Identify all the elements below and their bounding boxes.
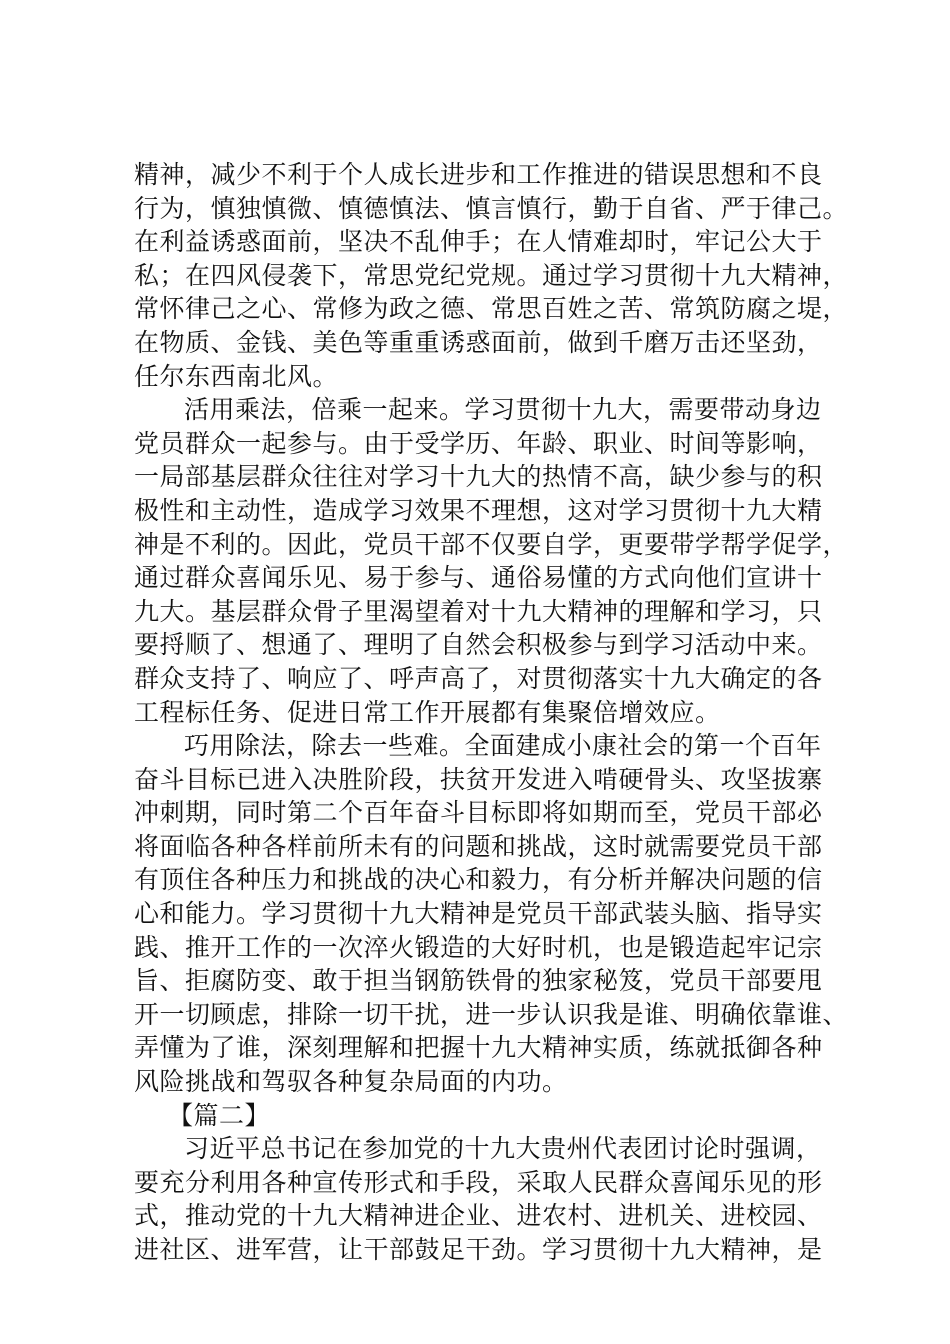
text-line: 工程标任务、促进日常工作开展都有集聚倍增效应。 bbox=[134, 697, 721, 727]
text-line: 将面临各种各样前所未有的问题和挑战，这时就需要党员干部 bbox=[134, 831, 823, 861]
text-line: 开一切顾虑，排除一切干扰，进一步认识我是谁、明确依靠谁、 bbox=[134, 999, 849, 1029]
text-line: 弄懂为了谁，深刻理解和把握十九大精神实质，练就抵御各种 bbox=[134, 1033, 823, 1063]
text-line: 私；在四风侵袭下，常思党纪党规。通过学习贯彻十九大精神， bbox=[134, 260, 849, 290]
document-body bbox=[134, 158, 849, 1267]
text-line: 奋斗目标已进入决胜阶段，扶贫开发进入啃硬骨头、攻坚拔寨 bbox=[134, 764, 823, 794]
text-line: 群众支持了、响应了、呼声高了，对贯彻落实十九大确定的各 bbox=[134, 663, 823, 693]
text-line: 常怀律己之心、常修为政之德、常思百姓之苦、常筑防腐之堤， bbox=[134, 294, 849, 324]
text-line: 一局部基层群众往往对学习十九大的热情不高，缺少参与的积 bbox=[134, 462, 823, 492]
text-line: 进社区、进军营，让干部鼓足干劲。学习贯彻十九大精神，是 bbox=[134, 1235, 823, 1264]
text-line: 有顶住各种压力和挑战的决心和毅力，有分析并解决问题的信 bbox=[134, 865, 823, 895]
text-line: 在物质、金钱、美色等重重诱惑面前，做到千磨万击还坚劲， bbox=[134, 327, 823, 357]
text-line: 要捋顺了、想通了、理明了自然会积极参与到学习活动中来。 bbox=[134, 630, 823, 660]
text-line: 任尔东西南北风。 bbox=[134, 361, 339, 391]
text-line: 要充分利用各种宣传形式和手段，采取人民群众喜闻乐见的形 bbox=[134, 1167, 823, 1197]
paragraph-start-line: 活用乘法，倍乘一起来。学习贯彻十九大，需要带动身边 bbox=[184, 395, 822, 425]
text-line: 心和能力。学习贯彻十九大精神是党员干部武装头脑、指导实 bbox=[134, 899, 823, 929]
text-line: 九大。基层群众骨子里渴望着对十九大精神的理解和学习，只 bbox=[134, 596, 823, 626]
text-line: 党员群众一起参与。由于受学历、年龄、职业、时间等影响， bbox=[134, 428, 823, 458]
text-line: 在利益诱惑面前，坚决不乱伸手；在人情难却时，牢记公大于 bbox=[134, 227, 823, 257]
text-line: 冲刺期，同时第二个百年奋斗目标即将如期而至，党员干部必 bbox=[134, 798, 823, 828]
text-line: 极性和主动性，造成学习效果不理想，这对学习贯彻十九大精 bbox=[134, 495, 823, 525]
text-line: 神是不利的。因此，党员干部不仅要自学，更要带学帮学促学， bbox=[134, 529, 849, 559]
text-line: 通过群众喜闻乐见、易于参与、通俗易懂的方式向他们宣讲十 bbox=[134, 563, 823, 593]
text-line: 行为，慎独慎微、慎德慎法、慎言慎行，勤于自省、严于律己。 bbox=[134, 193, 849, 223]
paragraph-start-line: 习近平总书记在参加党的十九大贵州代表团讨论时强调， bbox=[184, 1134, 822, 1164]
text-line: 旨、拒腐防变、敢于担当钢筋铁骨的独家秘笈，党员干部要甩 bbox=[134, 966, 823, 996]
text-line: 精神，减少不利于个人成长进步和工作推进的错误思想和不良 bbox=[134, 160, 823, 189]
text-line: 风险挑战和驾驭各种复杂局面的内功。 bbox=[134, 1067, 568, 1097]
paragraph-start-line: 巧用除法，除去一些难。全面建成小康社会的第一个百年 bbox=[184, 731, 822, 761]
text-line: 践、推开工作的一次淬火锻造的大好时机，也是锻造起牢记宗 bbox=[134, 932, 823, 962]
text-line: 式，推动党的十九大精神进企业、进农村、进机关、进校园、 bbox=[134, 1201, 823, 1231]
section-heading: 【篇二】 bbox=[168, 1100, 271, 1130]
